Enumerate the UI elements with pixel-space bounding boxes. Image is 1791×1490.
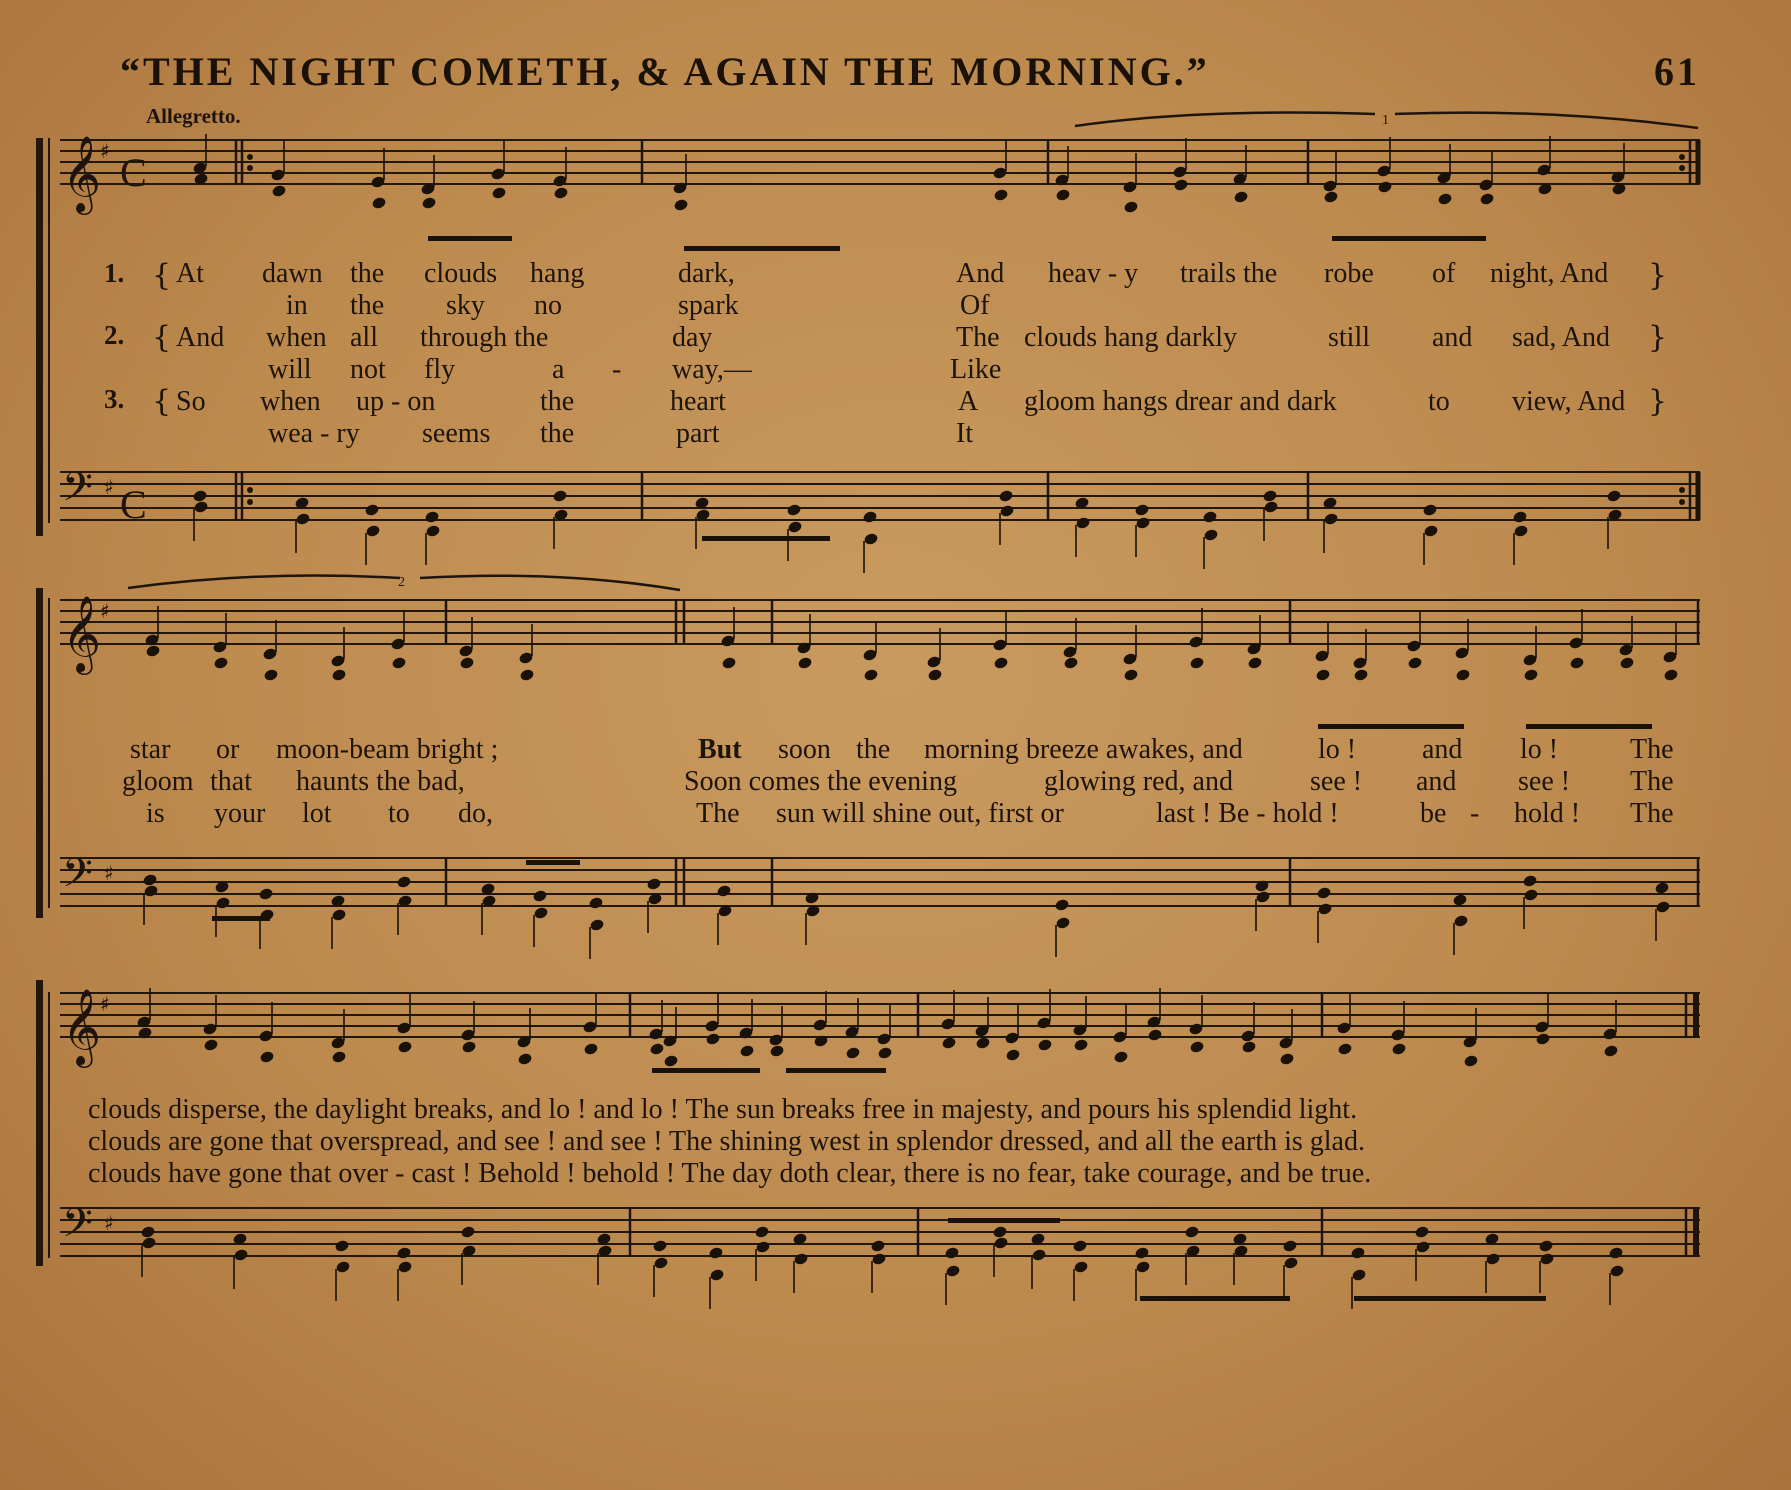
common-time-icon: C [120, 150, 147, 195]
lyric-word: see ! [1518, 766, 1571, 797]
notehead [1539, 1252, 1555, 1266]
lyric-word: clouds hang darkly [1024, 322, 1238, 353]
lyric-word: and [1432, 322, 1473, 353]
lyric-word: And [176, 322, 225, 353]
lyric-word: fly [424, 354, 456, 385]
lyric-word: robe [1324, 258, 1374, 289]
lyric-word: star [130, 734, 171, 765]
notehead [721, 656, 737, 670]
notehead [975, 1036, 991, 1050]
lyric-word: haunts the bad, [296, 766, 465, 797]
lyric-word: The [696, 798, 740, 829]
notehead [1247, 656, 1263, 670]
notehead [1189, 1040, 1205, 1054]
notehead [1351, 1268, 1367, 1282]
lyric-word: sky [446, 290, 485, 321]
notehead [863, 532, 879, 546]
right-brace-icon: } [1648, 320, 1668, 355]
right-brace-icon: } [1648, 384, 1668, 419]
note-beam [1526, 724, 1652, 729]
lyric-word: seems [422, 418, 491, 449]
lyric-word: lot [302, 798, 332, 829]
notehead [1422, 503, 1438, 517]
notehead [533, 906, 549, 920]
notehead [1063, 656, 1079, 670]
system1-bass-staff [60, 472, 1700, 520]
notehead [1423, 524, 1439, 538]
notehead [999, 504, 1015, 518]
notehead [877, 1046, 893, 1060]
lyric-word: no [534, 290, 562, 321]
notehead [870, 1239, 886, 1253]
notehead [1353, 668, 1369, 682]
notehead [364, 503, 380, 517]
note-beam [948, 1218, 1060, 1223]
notehead [589, 918, 605, 932]
lyric-word: sun will shine out, first or [776, 798, 1064, 829]
notehead [331, 668, 347, 682]
notehead [1005, 1048, 1021, 1062]
left-brace-icon: { [152, 320, 172, 355]
notehead [1512, 510, 1528, 524]
notehead [1538, 1239, 1554, 1253]
notehead [1241, 1040, 1257, 1054]
lyric-word: to [388, 798, 410, 829]
lyric-word: dawn [262, 258, 323, 289]
lyric-word: gloom hangs drear and dark [1024, 386, 1337, 417]
notehead [716, 884, 732, 898]
s1-verse1-line2 [0, 290, 1791, 322]
notehead [258, 887, 274, 901]
lyric-word: last ! Be - hold ! [1156, 798, 1339, 829]
notehead [583, 1042, 599, 1056]
notehead [1523, 888, 1539, 902]
bass-clef-icon: 𝄢 [62, 850, 93, 906]
note-beam [1354, 1296, 1546, 1301]
notehead [1513, 524, 1529, 538]
lyric-word: moon-beam bright ; [276, 734, 499, 765]
lyric-word: The [956, 322, 1000, 353]
lyric-word: night, And [1490, 258, 1609, 289]
lyric-word: is [146, 798, 165, 829]
notehead [143, 884, 159, 898]
s1-verse3-line1 [0, 386, 1791, 418]
notehead [755, 1240, 771, 1254]
lyric-word: lo ! [1520, 734, 1559, 765]
notehead [845, 1046, 861, 1060]
notehead [663, 1054, 679, 1068]
notehead [365, 524, 381, 538]
lyric-word: - [1470, 798, 1480, 829]
lyric-word: The [1630, 798, 1674, 829]
notehead [1522, 874, 1538, 888]
notehead [649, 1042, 665, 1056]
lyric-word: your [214, 798, 266, 829]
notehead [259, 1050, 275, 1064]
verse-number-2: 2. [104, 320, 125, 350]
lyric-word: spark [678, 290, 739, 321]
lyric-word: morning breeze awakes, and [924, 734, 1243, 765]
lyric-word: in [286, 290, 308, 321]
notehead [491, 186, 507, 200]
sharp-icon: ♯ [100, 139, 110, 163]
notehead [1279, 1052, 1295, 1066]
title-text: “THE NIGHT COMETH, & AGAIN THE MORNING.” [120, 49, 1210, 94]
notehead [1233, 190, 1249, 204]
notehead [945, 1264, 961, 1278]
lyric-word: Of [960, 290, 990, 321]
notehead [331, 908, 347, 922]
notehead [517, 1052, 533, 1066]
lyric-word: wea - ry [268, 418, 360, 449]
notehead [708, 1246, 724, 1260]
note-beam [1318, 724, 1464, 729]
lyric-word: hold ! [1514, 798, 1581, 829]
note-beam [702, 536, 830, 541]
lyric-word: At [176, 258, 204, 289]
notehead [1663, 668, 1679, 682]
note-beam [428, 236, 512, 241]
notehead [1391, 1042, 1407, 1056]
notehead [993, 1236, 1009, 1250]
lyric-word: heart [670, 386, 726, 417]
notehead [553, 186, 569, 200]
notehead [1350, 1246, 1366, 1260]
notehead [998, 489, 1014, 503]
notehead [652, 1239, 668, 1253]
s1-verse2-line1 [0, 322, 1791, 354]
notehead [1323, 512, 1339, 526]
notehead [927, 668, 943, 682]
notehead [215, 896, 231, 910]
lyric-word: sad, And [1512, 322, 1610, 353]
notehead [1262, 489, 1278, 503]
s3-line2: clouds are gone that overspread, and see ! and see ! The shining west in splendor dressed, and all the earth is glad. [88, 1126, 1365, 1157]
notehead [793, 1252, 809, 1266]
s1-verse1-line1 [0, 258, 1791, 290]
notehead [1523, 668, 1539, 682]
notehead [1315, 668, 1331, 682]
common-time-icon: C [120, 482, 147, 527]
lyric-word: the [350, 290, 385, 321]
notehead [1317, 902, 1333, 916]
notehead [673, 198, 689, 212]
treble-clef-icon: 𝄞 [62, 595, 102, 672]
verse-number-1: 1. [104, 258, 125, 288]
lyric-word: heav - y [1048, 258, 1139, 289]
notehead [1452, 893, 1468, 907]
notehead [1037, 1038, 1053, 1052]
notehead [391, 656, 407, 670]
volta-1-label: 1 [1382, 113, 1389, 128]
notehead [331, 1050, 347, 1064]
lyric-word: and [1416, 766, 1457, 797]
lyric-word: or [216, 734, 240, 765]
lyric-word: clouds [424, 258, 498, 289]
lyric-word: the [540, 418, 575, 449]
notehead [786, 503, 802, 517]
lyric-word: all [350, 322, 378, 353]
volta-2-label: 2 [398, 575, 405, 590]
sharp-icon: ♯ [100, 992, 110, 1016]
lyric-word: Like [950, 354, 1002, 385]
sharp-icon: ♯ [104, 1211, 114, 1235]
notehead [1135, 1260, 1151, 1274]
notehead [797, 656, 813, 670]
notehead [944, 1246, 960, 1260]
notehead [1415, 1240, 1431, 1254]
lyric-word: Soon comes the evening [684, 766, 957, 797]
lyric-word: - [612, 354, 622, 385]
notehead [1075, 516, 1091, 530]
lyric-word: to [1428, 386, 1450, 417]
notehead [1337, 1042, 1353, 1056]
right-brace-icon: } [1648, 258, 1668, 293]
lyric-word: will [268, 354, 312, 385]
lyric-word: The [1630, 766, 1674, 797]
lyric-word: lo ! [1318, 734, 1357, 765]
lyric-word: trails the [1180, 258, 1278, 289]
system3-treble-staff [60, 993, 1700, 1037]
notehead [335, 1260, 351, 1274]
notehead [193, 500, 209, 514]
notehead [1608, 1246, 1624, 1260]
notehead [145, 644, 161, 658]
notehead [1654, 881, 1670, 895]
lyric-word: not [350, 354, 386, 385]
notehead [1173, 178, 1189, 192]
lyric-word: still [1328, 322, 1371, 353]
notehead [739, 1044, 755, 1058]
lyric-word: the [350, 258, 385, 289]
notehead [1606, 489, 1622, 503]
notehead [709, 1268, 725, 1282]
s1-verse3-line2 [0, 418, 1791, 450]
note-beam [652, 1068, 760, 1073]
s2-line1 [0, 734, 1791, 766]
notehead [271, 184, 287, 198]
notehead [993, 656, 1009, 670]
notehead [992, 1225, 1008, 1239]
notehead [1377, 180, 1393, 194]
s1-verse2-line2 [0, 354, 1791, 386]
notehead [1407, 656, 1423, 670]
note-beam [1332, 236, 1486, 241]
notehead [1283, 1256, 1299, 1270]
lyric-word: It [956, 418, 974, 449]
verse-number-3: 3. [104, 384, 125, 414]
notehead [140, 1225, 156, 1239]
lyric-word: soon [778, 734, 831, 765]
lyric-word: dark, [678, 258, 735, 289]
notehead [1184, 1225, 1200, 1239]
lyric-word: The [1630, 734, 1674, 765]
notehead [1655, 900, 1671, 914]
notehead [863, 668, 879, 682]
notehead [421, 196, 437, 210]
notehead [653, 1256, 669, 1270]
notehead [769, 1044, 785, 1058]
notehead [1479, 192, 1495, 206]
s2-line2 [0, 766, 1791, 798]
s2-line3 [0, 798, 1791, 830]
tempo-marking: Allegretto. [146, 104, 241, 128]
notehead [993, 188, 1009, 202]
s3-line1: clouds disperse, the daylight breaks, and lo ! and lo ! The sun breaks free in majesty, and pours his splendid light. [88, 1094, 1358, 1125]
bass-clef-icon: 𝄢 [62, 1200, 93, 1256]
notehead [787, 520, 803, 534]
lyric-word: do, [458, 798, 493, 829]
notehead [1055, 916, 1071, 930]
notehead [1113, 1050, 1129, 1064]
lyric-word: that [210, 766, 252, 797]
notehead [1134, 503, 1150, 517]
left-brace-icon: { [152, 258, 172, 293]
lyric-word: So [176, 386, 206, 417]
notehead [1055, 188, 1071, 202]
notehead [588, 896, 604, 910]
notehead [1123, 200, 1139, 214]
notehead [1135, 516, 1151, 530]
lyric-word: the [856, 734, 891, 765]
notehead [425, 524, 441, 538]
notehead [1282, 1239, 1298, 1253]
notehead [941, 1036, 957, 1050]
lyric-word: of [1432, 258, 1456, 289]
notehead [371, 196, 387, 210]
lyric-word: up - on [356, 386, 436, 417]
note-beam [786, 1068, 886, 1073]
note-beam [684, 246, 840, 251]
lyric-word: gloom [122, 766, 194, 797]
lyric-word: part [676, 418, 720, 449]
notehead [1031, 1248, 1047, 1262]
notehead [1619, 656, 1635, 670]
notehead [1609, 1264, 1625, 1278]
lyric-word: see ! [1310, 766, 1363, 797]
system1-treble-staff [60, 140, 1700, 184]
lyric-word: A [958, 386, 979, 417]
notehead [1414, 1225, 1430, 1239]
notehead [1123, 668, 1139, 682]
notehead [396, 875, 412, 889]
page-number: 61 [1654, 49, 1700, 94]
lyric-word: hang [530, 258, 585, 289]
notehead [1263, 500, 1279, 514]
lyric-word: view, And [1512, 386, 1626, 417]
notehead [1073, 1038, 1089, 1052]
notehead [1463, 1054, 1479, 1068]
notehead [705, 1032, 721, 1046]
notehead [1485, 1252, 1501, 1266]
sharp-icon: ♯ [104, 861, 114, 885]
notehead [192, 489, 208, 503]
notehead [213, 656, 229, 670]
lyric-word: glowing red, and [1044, 766, 1233, 797]
note-beam [526, 860, 580, 865]
notehead [646, 877, 662, 891]
notehead [263, 668, 279, 682]
notehead [459, 656, 475, 670]
lyric-word: the [540, 386, 575, 417]
bass-clef-icon: 𝄢 [62, 464, 93, 520]
system2-bass-staff [60, 858, 1700, 906]
notehead [424, 510, 440, 524]
lyric-word: But [698, 734, 742, 765]
notehead [295, 512, 311, 526]
notehead [519, 668, 535, 682]
notehead [460, 1225, 476, 1239]
sharp-icon: ♯ [104, 475, 114, 499]
notehead [1437, 192, 1453, 206]
notehead [552, 489, 568, 503]
lyric-word: way,— [672, 354, 752, 385]
notehead [334, 1239, 350, 1253]
notehead [142, 873, 158, 887]
lyric-word: be [1420, 798, 1447, 829]
left-brace-icon: { [152, 384, 172, 419]
notehead [1073, 1260, 1089, 1274]
notehead [397, 1040, 413, 1054]
lyric-word: day [672, 322, 713, 353]
notehead [862, 510, 878, 524]
notehead [1535, 1032, 1551, 1046]
notehead [871, 1252, 887, 1266]
system2-treble-staff [60, 600, 1700, 644]
notehead [461, 1040, 477, 1054]
notehead [1255, 890, 1271, 904]
lyric-word: through the [420, 322, 549, 353]
notehead [1316, 886, 1332, 900]
sharp-icon: ♯ [100, 599, 110, 623]
notehead [1455, 668, 1471, 682]
s3-line3: clouds have gone that over - cast ! Behold ! behold ! The day doth clear, there is no fear, take courage, and be true. [88, 1158, 1372, 1189]
notehead [141, 1236, 157, 1250]
notehead [1569, 656, 1585, 670]
treble-clef-icon: 𝄞 [62, 988, 102, 1065]
notehead [233, 1248, 249, 1262]
notehead [1054, 898, 1070, 912]
note-beam [212, 916, 270, 921]
notehead [1603, 1044, 1619, 1058]
lyric-word: when [266, 322, 327, 353]
notehead [396, 1246, 412, 1260]
notehead [532, 889, 548, 903]
lyric-word: And [956, 258, 1005, 289]
notehead [1134, 1246, 1150, 1260]
lyric-word: and [1422, 734, 1463, 765]
note-beam [1140, 1296, 1290, 1301]
notehead [397, 1260, 413, 1274]
notehead [1072, 1239, 1088, 1253]
notehead [754, 1225, 770, 1239]
treble-clef-icon: 𝄞 [62, 135, 102, 212]
notehead [1189, 656, 1205, 670]
notehead [1203, 528, 1219, 542]
lyric-word: when [260, 386, 321, 417]
notehead [1202, 510, 1218, 524]
lyric-word: a [552, 354, 565, 385]
notehead [1453, 914, 1469, 928]
notehead [1147, 1028, 1163, 1042]
notehead [203, 1038, 219, 1052]
notehead [1323, 190, 1339, 204]
